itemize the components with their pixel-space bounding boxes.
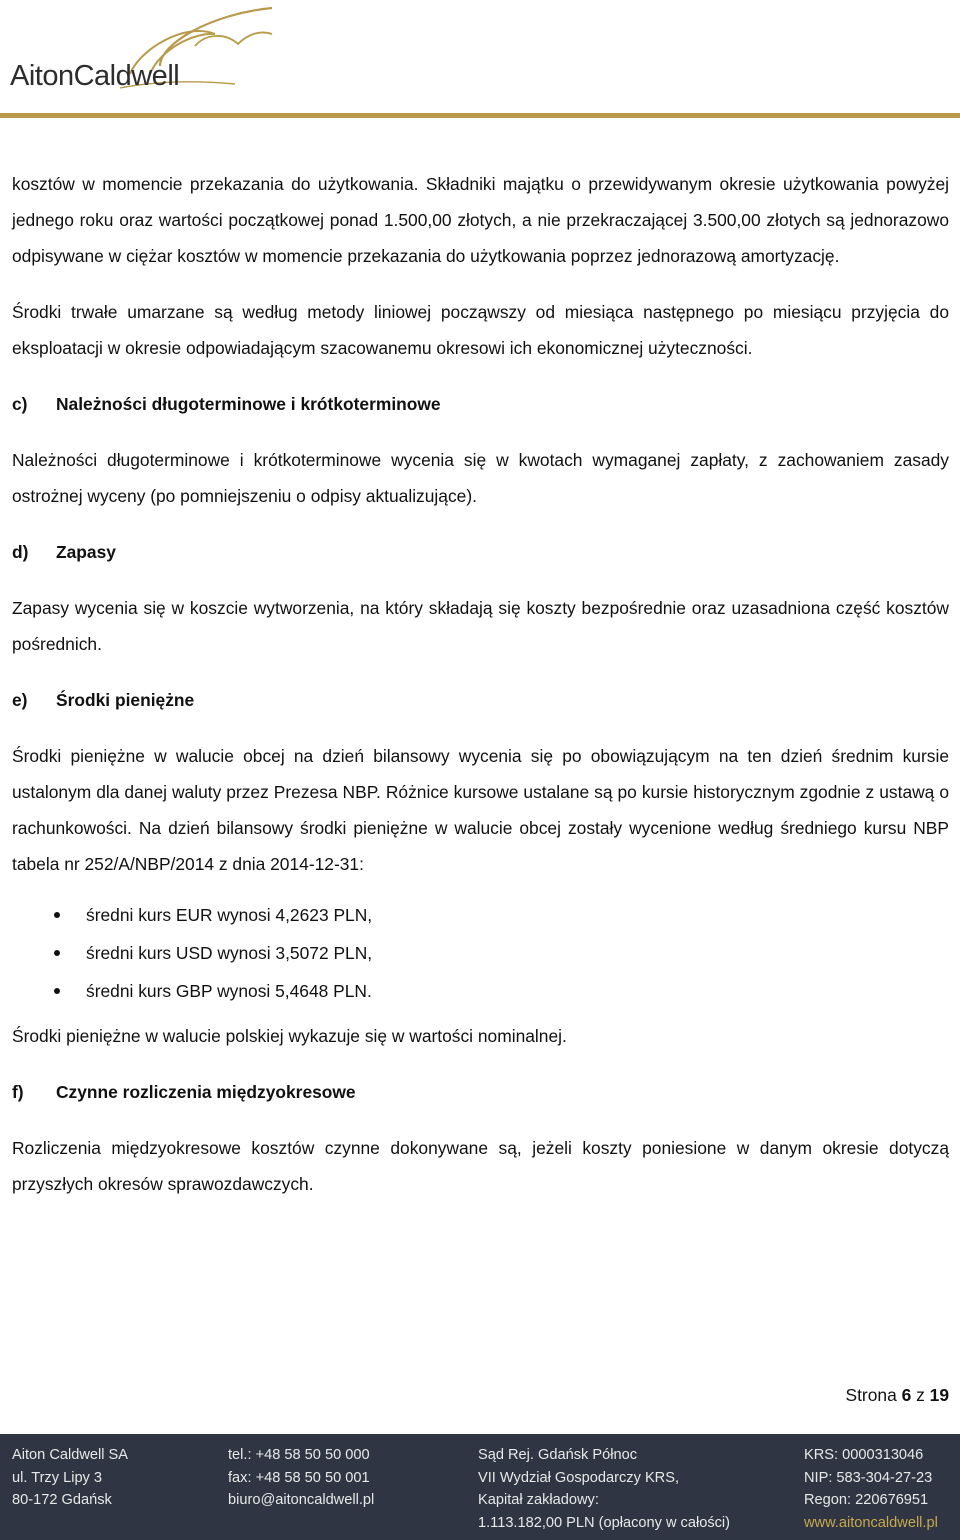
bullet-icon	[54, 988, 60, 994]
section-title: Zapasy	[56, 542, 116, 562]
section-title: Należności długoterminowe i krótkoterminowe	[56, 394, 441, 414]
footer-registry: Sąd Rej. Gdańsk Północ VII Wydział Gospodarczy KRS, Kapitał zakładowy: 1.113.182,00 PLN (opłacony w całości)	[478, 1447, 731, 1531]
section-letter: e)	[12, 690, 28, 710]
paragraph-2: Środki trwałe umarzane są według metody liniowej począwszy od miesiąca następnego po miesiącu przyjęcia do eksploatacji w okresie odpowiadającym szacowanemu okresowi ich ekonomicznej użyteczności.	[12, 302, 949, 358]
page-number: Strona 6 z 19	[845, 1385, 949, 1405]
exchange-rate-list	[12, 896, 949, 1010]
section-heading-c	[12, 386, 949, 422]
footer-company: Aiton Caldwell SA ul. Trzy Lipy 3 80-172 Gdańsk	[12, 1447, 128, 1508]
section-title: Czynne rozliczenia międzyokresowe	[56, 1082, 356, 1102]
section-c-text: Należności długoterminowe i krótkoterminowe wycenia się w kwotach wymaganej zapłaty, z zachowaniem zasady ostrożnej wyceny (po pomniejszeniu o odpisy aktualizujące).	[12, 450, 949, 506]
section-heading-e	[12, 682, 949, 718]
header-rule	[0, 113, 960, 118]
section-letter: f)	[12, 1082, 24, 1102]
page-footer	[0, 1434, 960, 1540]
section-title: Środki pieniężne	[56, 690, 195, 710]
bullet-icon	[54, 950, 60, 956]
website-link[interactable]: www.aitoncaldwell.pl	[804, 1514, 938, 1531]
section-e-after: Środki pieniężne w walucie polskiej wykazuje się w wartości nominalnej.	[12, 1026, 567, 1046]
section-letter: d)	[12, 542, 29, 562]
section-heading-d	[12, 534, 949, 570]
aiton-caldwell-logo	[10, 4, 280, 100]
section-e-text: Środki pieniężne w walucie obcej na dzień bilansowy wycenia się po obowiązującym na ten dzień średnim kursie ustalonym dla danej waluty przez Prezesa NBP. Różnice kursowe ustalane są po kursie historycznym zgodnie z ustawą o rachunkowości. Na dzień bilansowy środki pieniężne w walucie obcej zostały wycenione według średniego kursu NBP tabela nr 252/A/NBP/2014 z dnia 2014-12-31:	[12, 746, 949, 874]
section-heading-f	[12, 1074, 949, 1110]
list-item: średni kurs GBP wynosi 5,4648 PLN.	[12, 972, 949, 1010]
document-body	[12, 166, 949, 1202]
page-header	[0, 0, 960, 122]
paragraph-1: kosztów w momencie przekazania do użytkowania. Składniki majątku o przewidywanym okresie użytkowania powyżej jednego roku oraz wartości początkowej ponad 1.500,00 złotych, a nie przekraczającej 3.500,00 złotych są jednorazowo odpisywane w ciężar kosztów w momencie przekazania do użytkowania poprzez jednorazową amortyzację.	[12, 174, 949, 266]
section-d-text: Zapasy wycenia się w koszcie wytworzenia, na który składają się koszty bezpośrednie oraz uzasadniona część kosztów pośrednich.	[12, 598, 949, 654]
footer-ids: KRS: 0000313046 NIP: 583-304-27-23 Regon: 220676951 www.aitoncaldwell.pl	[804, 1444, 938, 1534]
list-item: średni kurs USD wynosi 3,5072 PLN,	[12, 934, 949, 972]
email-link[interactable]: biuro@aitoncaldwell.pl	[228, 1492, 375, 1508]
section-f-text: Rozliczenia międzyokresowe kosztów czynne dokonywane są, jeżeli koszty poniesione w danym okresie dotyczą przyszłych okresów sprawozdawczych.	[12, 1138, 949, 1194]
bullet-icon	[54, 912, 60, 918]
footer-contact: tel.: +48 58 50 50 000 fax: +48 58 50 50 001 biuro@aitoncaldwell.pl	[228, 1444, 374, 1512]
list-item: średni kurs EUR wynosi 4,2623 PLN,	[12, 896, 949, 934]
section-letter: c)	[12, 394, 28, 414]
logo-wordmark: AitonCaldwell	[10, 60, 180, 92]
